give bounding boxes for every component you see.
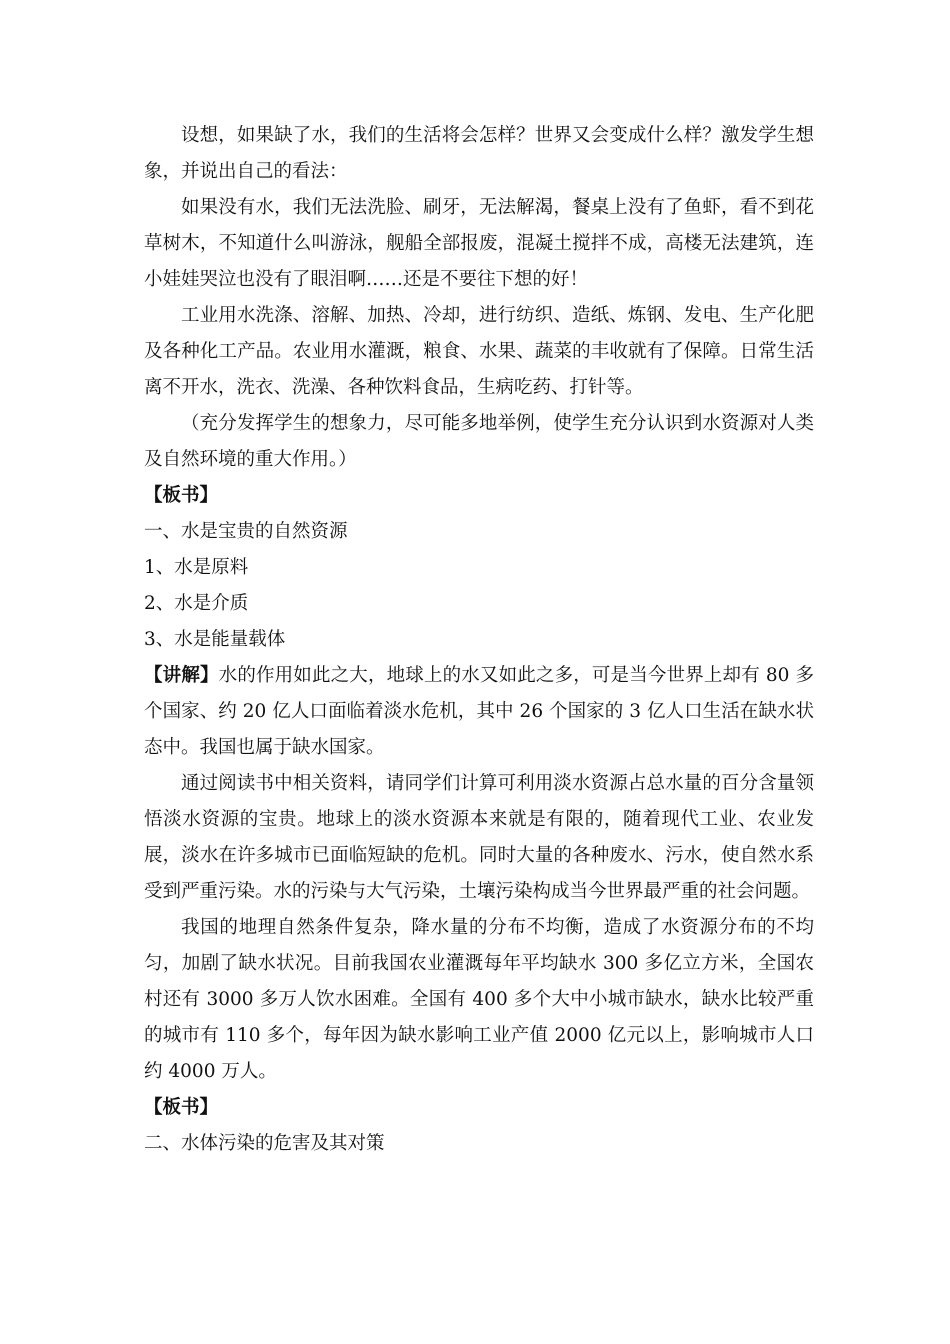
- paragraph-china-water-shortage: 我国的地理自然条件复杂，降水量的分布不均衡，造成了水资源分布的不均匀，加剧了缺水状况。目前我国农业灌溉每年平均缺水 300 多亿立方米，全国农村还有 3000 多万人饮水困难。全国有 400 多个大中小城市缺水，缺水比较严重的城市有 110 多个，每年因为缺水影响工业产值 2000 亿元以上，影响城市人口约 4000 万人。: [144, 917, 814, 1082]
- lecture-paragraph: [144, 658, 814, 766]
- paragraph-water-uses: 工业用水洗涤、溶解、加热、冷却，进行纺织、造纸、炼钢、发电、生产化肥及各种化工产品。农业用水灌溉，粮食、水果、蔬菜的丰收就有了保障。日常生活离不开水，洗衣、洗澡、各种饮料食品，生病吃药、打针等。: [144, 305, 814, 398]
- board-item-energy-carrier: 3、水是能量载体: [144, 629, 286, 650]
- paragraph-no-water-scenario: 如果没有水，我们无法洗脸、刷牙，无法解渴，餐桌上没有了鱼虾，看不到花草树木，不知道什么叫游泳，舰船全部报废，混凝土搅拌不成，高楼无法建筑，连小娃娃哭泣也没有了眼泪啊……还是不要往下想的好！: [144, 197, 814, 290]
- board-title-1: 一、水是宝贵的自然资源: [144, 521, 348, 542]
- paragraph-freshwater-resources: 通过阅读书中相关资料，请同学们计算可利用淡水资源占总水量的百分含量领悟淡水资源的宝贵。地球上的淡水资源本来就是有限的，随着现代工业、农业发展，淡水在许多城市已面临短缺的危机。同时大量的各种废水、污水，使自然水系受到严重污染。水的污染与大气污染，土壤污染构成当今世界最严重的社会问题。: [144, 773, 814, 902]
- board-item-medium: 2、水是介质: [144, 593, 249, 614]
- board-label-1: 【板书】: [144, 485, 219, 506]
- lecture-label: 【讲解】: [144, 665, 219, 686]
- board-title-2: 二、水体污染的危害及其对策: [144, 1133, 385, 1154]
- document-body: [144, 118, 814, 1162]
- paragraph-imagine-without-water: 设想，如果缺了水，我们的生活将会怎样？世界又会变成什么样？激发学生想象，并说出自己的看法：: [144, 125, 814, 182]
- lecture-text: 水的作用如此之大，地球上的水又如此之多，可是当今世界上却有 80 多个国家、约 20 亿人口面临着淡水危机，其中 26 个国家的 3 亿人口生活在缺水状态中。我国也属于缺水国家。: [144, 665, 814, 758]
- board-label-2: 【板书】: [144, 1097, 219, 1118]
- paragraph-teaching-note: （充分发挥学生的想象力，尽可能多地举例，使学生充分认识到水资源对人类及自然环境的重大作用。）: [144, 413, 814, 470]
- board-item-raw-material: 1、水是原料: [144, 557, 249, 578]
